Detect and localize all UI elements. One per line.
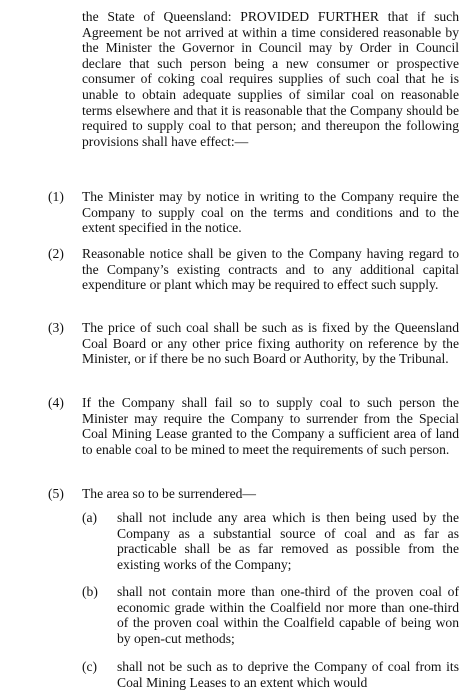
clause-text: The Minister may by notice in writing to the Company require the Company to supply coal on the terms and conditions and to the extent specified in the notice. [82, 189, 459, 236]
lead-paragraph: the State of Queensland: PROVIDED FURTHER that if such Agreement be not arrived at within a time considered reasonable by the Minister the Governor in Council may by Order in Council declare that such person being a new consumer or prospective consumer of coking coal requires supplies of such coal that he is unable to obtain adequate supplies of similar coal on reasonable terms elsewhere and that it is reasonable that the Company should be required to supply coal to that person; and thereupon the following provisions shall have effect:— [82, 9, 459, 149]
clause-number: (2) [48, 246, 64, 261]
clause-text: Reasonable notice shall be given to the Company having regard to the Company’s existing contracts and to any additional capital expenditure or plant which may be required to effect such supply. [82, 246, 459, 293]
clause-text: The price of such coal shall be such as is fixed by the Queensland Coal Board or any other price fixing authority on reference by the Minister, or if there be no such Board or Authority, by the Tribunal. [82, 320, 459, 367]
subclause-text: shall not be such as to deprive the Company of coal from its Coal Mining Leases to an extent which would [117, 659, 459, 690]
clause-text: If the Company shall fail so to supply coal to such person the Minister may require the Company to surrender from the Special Coal Mining Lease granted to the Company a sufficient area of land to enable coal to be mined to meet the requirements of such person. [82, 395, 459, 457]
clause-number: (1) [48, 189, 64, 204]
subclause-letter: (a) [82, 510, 98, 525]
clause-number: (4) [48, 395, 64, 410]
subclause-text: shall not contain more than one-third of the proven coal of economic grade within the Coalfield nor more than one-third of the proven coal within the Coalfield capable of being won by open-cut methods; [117, 584, 459, 646]
clause-text: The area so to be surrendered— [82, 486, 256, 501]
clause-number: (3) [48, 320, 64, 335]
clause-number: (5) [48, 486, 64, 501]
subclause-text: shall not include any area which is then being used by the Company as a substantial source of coal and as far as practicable shall be as far removed as possible from the existing works of the Company; [117, 510, 459, 572]
subclause-letter: (c) [82, 659, 98, 674]
subclause-letter: (b) [82, 584, 98, 599]
